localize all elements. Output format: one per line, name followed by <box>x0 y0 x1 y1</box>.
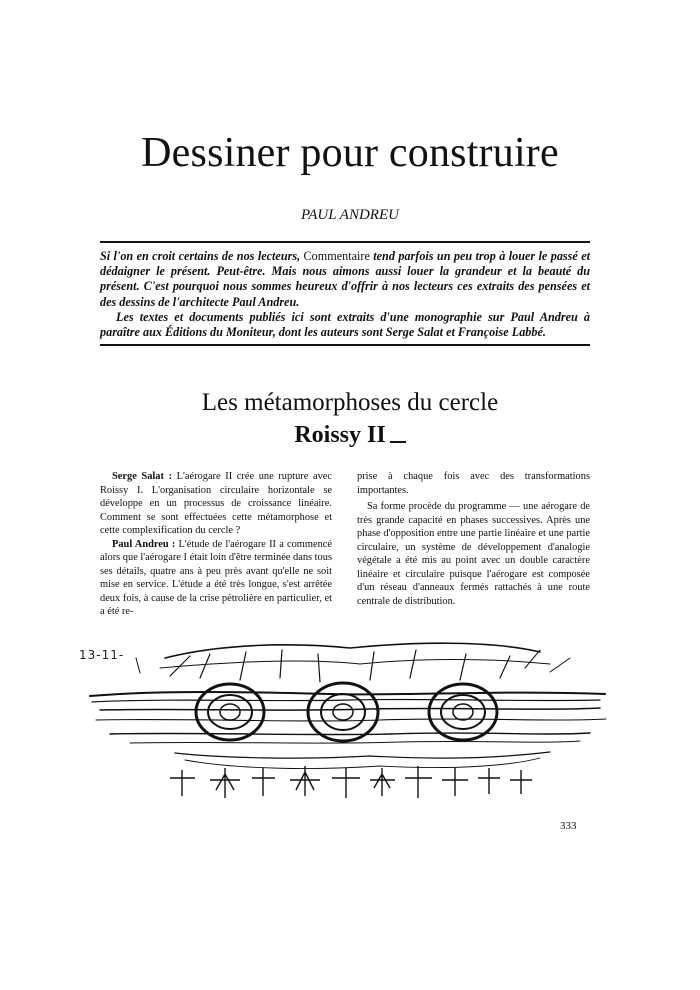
speaker-andreu: Paul Andreu : <box>112 538 176 550</box>
page-title: Dessiner pour construire <box>141 130 559 176</box>
page-number: 333 <box>560 820 577 832</box>
intro-paragraph-1 <box>100 249 590 310</box>
roissy-sketch <box>70 628 630 813</box>
speaker-salat: Serge Salat : <box>112 471 173 482</box>
intro-top-rule <box>100 241 590 243</box>
author-name: PAUL ANDREU <box>301 207 399 223</box>
intro-text-b: tend parfois un peu trop à louer le passé et dédaigner le présent. Peut-être. Mais nous aimons aussi louer la grandeur et la beauté du présent. C'est pourquoi nous sommes heureux d'offrir à nos lecteurs ces extraits des pensées et des dessins de l'architecte Paul Andreu. <box>100 249 590 309</box>
paragraph-salat <box>100 470 332 538</box>
sketch-handwritten-note: 13-11- <box>79 648 125 662</box>
answer-continuation: prise à chaque fois avec des transformations importantes. <box>357 471 590 496</box>
answer-paragraph-2: Sa forme procède du programme — une aérogare de très grande capacité en phases successives. Après une phase d'opposition entre une partie linéaire et une partie circulaire, un système de développement d'analogie végétale a été mis au point avec un double caractère linéaire et circulaire puisque l'aérogare est composée d'un réseau d'anneaux fermés rattachés à une route centrale de distribution. <box>357 501 590 607</box>
magazine-name: Commentaire <box>303 249 370 263</box>
section-subtitle-text: Roissy II <box>294 422 386 448</box>
intro-paragraph-2: Les textes et documents publiés ici sont extraits d'une monographie sur Paul Andreu à paraître aux Éditions du Moniteur, dont les auteurs sont Serge Salat et Françoise Labbé. <box>100 309 590 340</box>
section-subtitle <box>0 420 700 450</box>
section-title: Les métamorphoses du cercle <box>201 389 499 416</box>
intro-box <box>100 249 590 340</box>
article-column-left <box>100 470 332 619</box>
subtitle-dash <box>390 441 406 443</box>
intro-bottom-rule <box>100 344 590 346</box>
andreu-answer-start: L'étude de l'aérogare II a commencé alors que l'aérogare I était loin d'être terminée dans tous ses détails, quatre ans à peu près avant qu'elle ne soit mise en service. L'étude a été très longue, s'est arrêtée deux fois, à cause de la crise pétrolière en particulier, et a été re- <box>100 538 332 617</box>
paragraph-andreu <box>100 538 332 619</box>
salat-question: L'aérogare II crée une rupture avec Roissy I. L'organisation circulaire horizontale se développe en un processus de croissance linéaire. Comment se sont effectuées cette métamorphose et cette complexification du cercle ? <box>100 471 332 536</box>
article-column-right <box>357 470 590 608</box>
intro-text-a: Si l'on en croit certains de nos lecteurs, <box>100 249 301 263</box>
